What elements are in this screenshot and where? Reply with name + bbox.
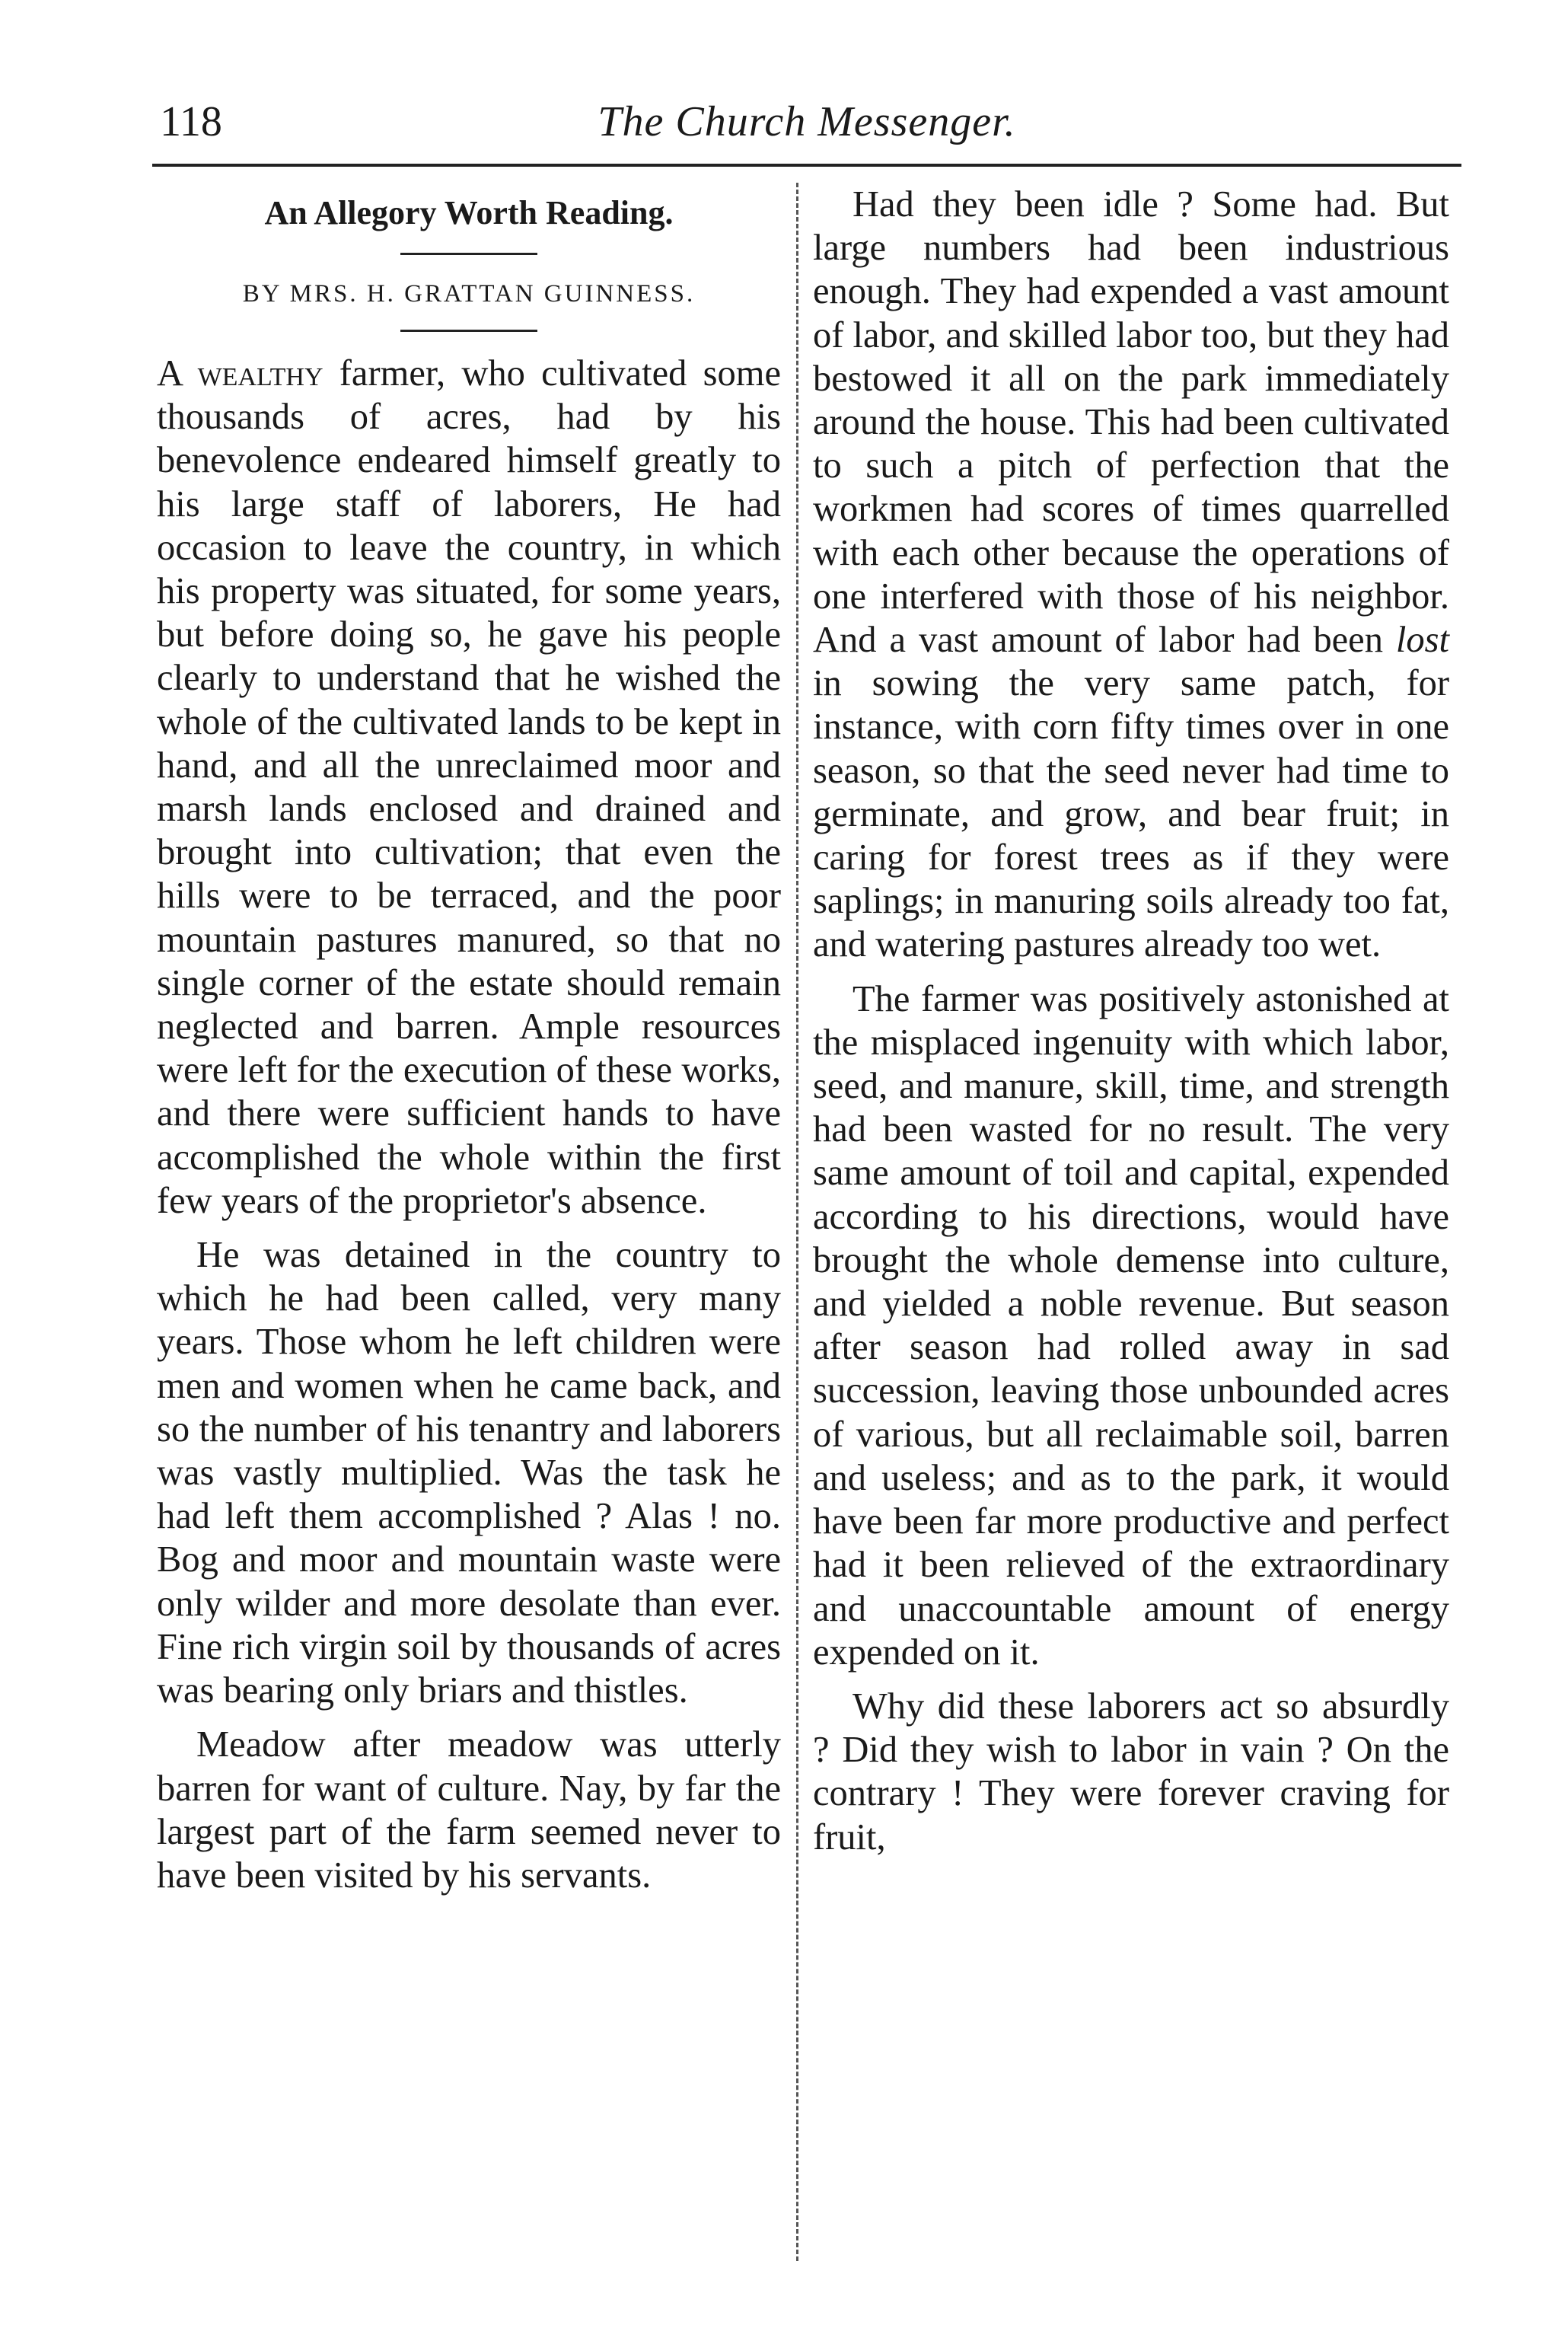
paragraph <box>157 352 781 1223</box>
paragraph: Why did these laborers act so absurdly ? Did they wish to labor in vain ? On the contrary ! They were forever craving for fruit, <box>813 1685 1449 1858</box>
paragraph-text: in sowing the very same patch, for instance, with corn fifty times over in one season, so that the seed never had time to germinate, and grow, and bear fruit; in caring for forest trees as if they were saplings; in manuring soils already too fat, and watering pastures already too wet. <box>813 663 1449 965</box>
page-header <box>152 91 1461 160</box>
running-title: The Church Messenger. <box>598 98 1016 145</box>
paragraph: Meadow after meadow was utterly barren for want of culture. Nay, by far the largest part of the farm seemed never to have been visited by his servants. <box>157 1724 781 1896</box>
byline: BY MRS. H. GRATTAN GUINNESS. <box>242 280 696 308</box>
left-column <box>157 183 781 1897</box>
paragraph-text: Had they been idle ? Some had. But large numbers had been industrious enough. They had expended a vast amount of labor, and skilled labor too, but they had bestowed it all on the park immediately around the house. This had been cultivated to such a pitch of perfection that the workmen had scores of times quarrelled with each other because the operations of one interfered with those of his neighbor. And a vast amount of labor had been <box>813 184 1449 661</box>
column-divider <box>796 183 798 2261</box>
paragraph-text: farmer, who cultivated some thousands of acres, had by his benevolence endeared himself greatly to his large staff of laborers, He had occasion to leave the country, in which his property was situated, for some years, but before doing so, he gave his people clearly to understand that he wished the whole of the cultivated lands to be kept in hand, and all the unreclaimed moor and marsh lands enclosed and drained and brought into cultivation; that even the hills were to be terraced, and the poor mountain pastures manured, so that no single corner of the estate should remain neglected and barren. Ample resources were left for the execution of these works, and there were sufficient hands to have accomplished the whole within the first few years of the proprietor's absence. <box>157 353 782 1221</box>
page-number: 118 <box>160 98 222 145</box>
paragraph <box>813 183 1449 967</box>
title-rule <box>400 253 537 255</box>
paragraph: He was detained in the country to which he had been called, very many years. Those whom he left children were men and women when he came back, and so the number of his tenantry and laborers was vastly multiplied. Was the task he had left them accomplished ? Alas ! no. Bog and moor and mountain waste were only wilder and more desolate than ever. Fine rich virgin soil by thousands of acres was bearing only briars and thistles. <box>157 1235 781 1711</box>
byline-rule <box>400 330 537 332</box>
lead-in: A wealthy <box>157 353 323 394</box>
article-title: An Allegory Worth Reading. <box>264 194 674 231</box>
paragraph: The farmer was positively astonished at the misplaced ingenuity with which labor, seed, and manure, skill, time, and strength had been wasted for no result. The very same amount of toil and capital, expended according to his directions, would have brought the whole demense into culture, and yielded a noble revenue. But season after season had rolled away in sad succession, leaving those unbounded acres of various, but all reclaimable soil, barren and useless; and as to the park, it would have been far more productive and perfect had it been relieved of the extraordinary and unaccountable amount of energy expended on it. <box>813 978 1449 1673</box>
header-rule <box>152 164 1461 167</box>
right-column <box>813 183 1449 1859</box>
emphasis: lost <box>1395 620 1449 661</box>
